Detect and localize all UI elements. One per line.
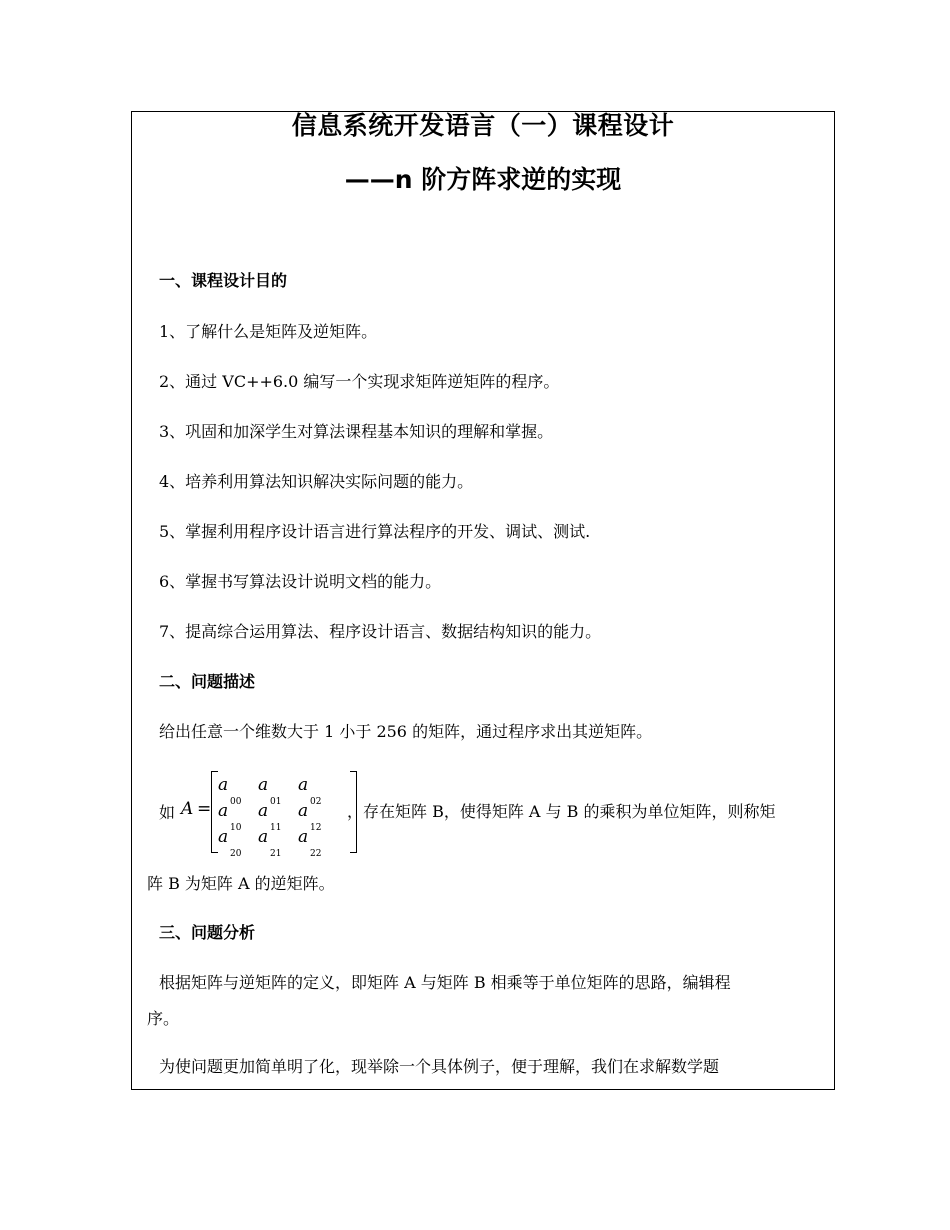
document-frame bbox=[131, 111, 835, 1090]
matrix-example bbox=[159, 765, 829, 857]
matrix-cell-index: 12 bbox=[310, 823, 322, 833]
purpose-item-3: 3、巩固和加深学生对算法课程基本知识的理解和掌握。 bbox=[159, 422, 554, 441]
matrix-A bbox=[211, 771, 357, 859]
matrix-cell: a bbox=[258, 801, 269, 821]
matrix-prefix: 如 bbox=[159, 803, 176, 822]
matrix-equals: = bbox=[197, 799, 212, 819]
matrix-cell-index: 20 bbox=[230, 849, 242, 859]
document-subtitle: ——n 阶方阵求逆的实现 bbox=[344, 165, 622, 194]
matrix-cell-index: 02 bbox=[310, 797, 322, 807]
purpose-item-2: 2、通过 VC++6.0 编写一个实现求矩阵逆矩阵的程序。 bbox=[159, 372, 560, 391]
matrix-cell: a bbox=[298, 801, 309, 821]
purpose-item-7: 7、提高综合运用算法、程序设计语言、数据结构知识的能力。 bbox=[159, 622, 602, 641]
matrix-cell: a bbox=[218, 775, 229, 795]
description-paragraph: 给出任意一个维数大于 1 小于 256 的矩阵，通过程序求出其逆矩阵。 bbox=[159, 722, 653, 741]
purpose-item-5: 5、掌握利用程序设计语言进行算法程序的开发、调试、测试. bbox=[159, 522, 591, 541]
matrix-cell-index: 00 bbox=[230, 797, 242, 807]
matrix-name: A bbox=[181, 799, 194, 819]
analysis-paragraph-2-line-1: 为使问题更加简单明了化，现举除一个具体例子，便于理解，我们在求解数学题 bbox=[159, 1057, 720, 1076]
purpose-item-1: 1、了解什么是矩阵及逆矩阵。 bbox=[159, 322, 378, 341]
matrix-cell: a bbox=[218, 801, 229, 821]
matrix-cell-index: 01 bbox=[270, 797, 282, 807]
section-heading-purpose: 一、课程设计目的 bbox=[159, 271, 288, 290]
purpose-item-6: 6、掌握书写算法设计说明文档的能力。 bbox=[159, 572, 442, 591]
matrix-cell: a bbox=[258, 827, 269, 847]
matrix-cell: a bbox=[218, 827, 229, 847]
matrix-cell-index: 10 bbox=[230, 823, 242, 833]
matrix-cell: a bbox=[298, 827, 309, 847]
matrix-suffix: ，存在矩阵 B，使得矩阵 A 与 B 的乘积为单位矩阵，则称矩 bbox=[347, 802, 776, 821]
document-title: 信息系统开发语言（一）课程设计 bbox=[291, 111, 675, 140]
matrix-cell: a bbox=[258, 775, 269, 795]
analysis-paragraph-1-line-1: 根据矩阵与逆矩阵的定义，即矩阵 A 与矩阵 B 相乘等于单位矩阵的思路，编辑程 bbox=[159, 973, 731, 992]
section-heading-description: 二、问题描述 bbox=[159, 672, 256, 691]
matrix-continuation: 阵 B 为矩阵 A 的逆矩阵。 bbox=[147, 874, 335, 893]
section-heading-analysis: 三、问题分析 bbox=[159, 923, 256, 942]
matrix-cell-index: 11 bbox=[270, 823, 282, 833]
purpose-item-4: 4、培养利用算法知识解决实际问题的能力。 bbox=[159, 472, 474, 491]
analysis-paragraph-1-line-2: 序。 bbox=[147, 1009, 180, 1028]
matrix-cell-index: 22 bbox=[310, 849, 322, 859]
matrix-cell-index: 21 bbox=[270, 849, 282, 859]
matrix-cell: a bbox=[298, 775, 309, 795]
